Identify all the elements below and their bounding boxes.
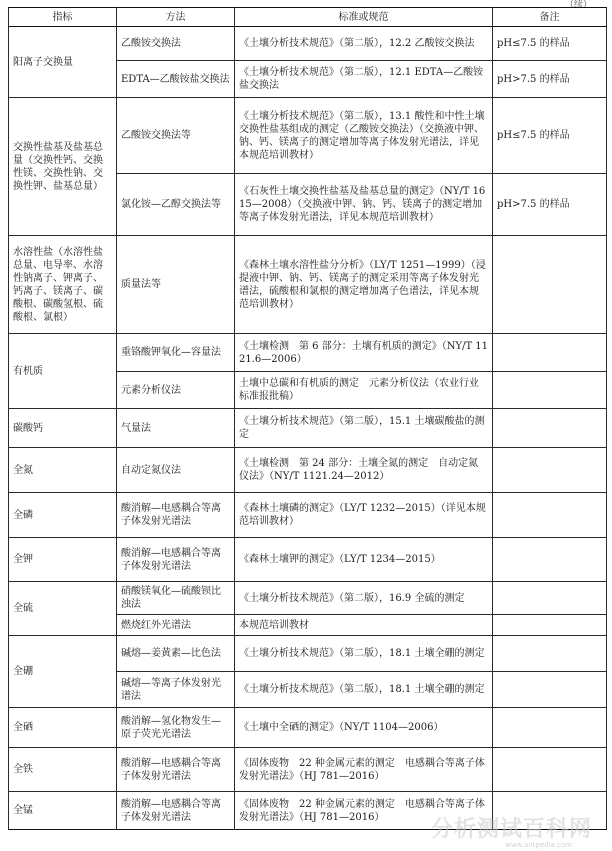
method-cell: 氯化铵—乙醇交换法等 bbox=[117, 174, 235, 236]
note-cell bbox=[493, 538, 607, 582]
note-cell bbox=[493, 448, 607, 493]
soil-analysis-methods-table bbox=[8, 7, 607, 830]
method-cell: 酸消解—电感耦合等离子体发射光谱法 bbox=[117, 748, 235, 792]
table-row bbox=[9, 236, 607, 334]
table-row bbox=[9, 98, 607, 174]
method-cell: EDTA—乙酸铵盐交换法 bbox=[117, 61, 235, 98]
indicator-cell: 有机质 bbox=[9, 334, 117, 409]
note-cell bbox=[493, 672, 607, 708]
method-cell: 乙酸铵交换法 bbox=[117, 27, 235, 61]
indicator-cell: 交换性盐基及盐基总量（交换性钙、交换性镁、交换性钠、交换性钾、盐基总量） bbox=[9, 98, 117, 236]
table-row bbox=[9, 334, 607, 372]
standard-cell: 《土壤分析技术规范》（第二版），18.1 土壤全硼的测定 bbox=[235, 672, 493, 708]
standard-cell: 《固体废物 22 种金属元素的测定 电感耦合等离子体发射光谱法》（HJ 781—2016） bbox=[235, 792, 493, 830]
method-cell: 气量法 bbox=[117, 409, 235, 448]
standard-cell: 《土壤检测 第 6 部分：土壤有机质的测定》（NY/T 1121.6—2006） bbox=[235, 334, 493, 372]
indicator-cell: 水溶性盐（水溶性盐总量、电导率、水溶性钠离子、钾离子、钙离子、镁离子、碳酸根、碳酸氢根、硫酸根、氯根） bbox=[9, 236, 117, 334]
table-row bbox=[9, 493, 607, 538]
standard-cell: 《土壤分析技术规范》（第二版），15.1 土壤碳酸盐的测定 bbox=[235, 409, 493, 448]
method-cell: 酸消解—电感耦合等离子体发射光谱法 bbox=[117, 493, 235, 538]
note-cell bbox=[493, 493, 607, 538]
standard-cell: 《森林土壤水溶性盐分分析》（LY/T 1251—1999）（浸提液中钾、钠、钙、镁离子的测定采用等离子体发射光谱法，硫酸根和氯根的测定增加离子色谱法，详见本规范培训教材） bbox=[235, 236, 493, 334]
indicator-cell: 全磷 bbox=[9, 493, 117, 538]
table-row bbox=[9, 409, 607, 448]
standard-cell: 本规范培训教材 bbox=[235, 615, 493, 636]
continued-note: （续） bbox=[564, 0, 592, 10]
method-cell: 元素分析仪法 bbox=[117, 372, 235, 409]
table-row bbox=[9, 582, 607, 615]
note-cell bbox=[493, 615, 607, 636]
indicator-cell: 全钾 bbox=[9, 538, 117, 582]
note-cell: pH≤7.5 的样品 bbox=[493, 27, 607, 61]
standard-cell: 《土壤分析技术规范》（第二版），16.9 全硫的测定 bbox=[235, 582, 493, 615]
header-row bbox=[9, 8, 607, 27]
standard-cell: 《土壤分析技术规范》（第二版），12.1 EDTA—乙酸铵盐交换法 bbox=[235, 61, 493, 98]
method-cell: 燃烧红外光谱法 bbox=[117, 615, 235, 636]
method-cell: 酸消解—氢化物发生—原子荧光光谱法 bbox=[117, 708, 235, 748]
note-cell: pH>7.5 的样品 bbox=[493, 174, 607, 236]
standard-cell: 《土壤检测 第 24 部分：土壤全氮的测定 自动定氮仪法》（NY/T 1121.24—2012） bbox=[235, 448, 493, 493]
note-cell: pH≤7.5 的样品 bbox=[493, 98, 607, 174]
table-row bbox=[9, 636, 607, 672]
table-row bbox=[9, 708, 607, 748]
standard-cell: 《土壤分析技术规范》（第二版），13.1 酸性和中性土壤交换性盐基组成的测定（乙酸铵交换法）（交换液中钾、钠、钙、镁离子的测定增加等离子体发射光谱法，详见本规范培训教材） bbox=[235, 98, 493, 174]
standard-cell: 《石灰性土壤交换性盐基及盐基总量的测定》（NY/T 1615—2008）（交换液中钾、钠、钙、镁离子的测定增加等离子体发射光谱法，详见本规范培训教材） bbox=[235, 174, 493, 236]
header-note: 备注 bbox=[493, 8, 607, 27]
note-cell bbox=[493, 236, 607, 334]
indicator-cell: 阳离子交换量 bbox=[9, 27, 117, 98]
note-cell bbox=[493, 748, 607, 792]
document-page bbox=[8, 0, 606, 851]
indicator-cell: 全硼 bbox=[9, 636, 117, 708]
method-cell: 酸消解—电感耦合等离子体发射光谱法 bbox=[117, 538, 235, 582]
header-indicator: 指标 bbox=[9, 8, 117, 27]
standard-cell: 《森林土壤磷的测定》（LY/T 1232—2015）（详见本规范培训教材） bbox=[235, 493, 493, 538]
note-cell bbox=[493, 582, 607, 615]
watermark-url: www.antpedia.com bbox=[505, 841, 572, 849]
standard-cell: 土壤中总碳和有机质的测定 元素分析仪法（农业行业标准报批稿） bbox=[235, 372, 493, 409]
table-row bbox=[9, 748, 607, 792]
note-cell bbox=[493, 636, 607, 672]
header-standard: 标准或规范 bbox=[235, 8, 493, 27]
standard-cell: 《土壤分析技术规范》（第二版），12.2 乙酸铵交换法 bbox=[235, 27, 493, 61]
note-cell bbox=[493, 708, 607, 748]
method-cell: 硝酸镁氧化—硫酸钡比浊法 bbox=[117, 582, 235, 615]
indicator-cell: 全硫 bbox=[9, 582, 117, 636]
note-cell bbox=[493, 334, 607, 372]
method-cell: 酸消解—电感耦合等离子体发射光谱法 bbox=[117, 792, 235, 830]
indicator-cell: 碳酸钙 bbox=[9, 409, 117, 448]
indicator-cell: 全硒 bbox=[9, 708, 117, 748]
table-row bbox=[9, 538, 607, 582]
method-cell: 自动定氮仪法 bbox=[117, 448, 235, 493]
method-cell: 重铬酸钾氧化—容量法 bbox=[117, 334, 235, 372]
header-method: 方法 bbox=[117, 8, 235, 27]
note-cell: pH>7.5 的样品 bbox=[493, 61, 607, 98]
indicator-cell: 全锰 bbox=[9, 792, 117, 830]
note-cell bbox=[493, 372, 607, 409]
table-row bbox=[9, 448, 607, 493]
indicator-cell: 全铁 bbox=[9, 748, 117, 792]
method-cell: 乙酸铵交换法等 bbox=[117, 98, 235, 174]
indicator-cell: 全氮 bbox=[9, 448, 117, 493]
table-row bbox=[9, 27, 607, 61]
watermark-logo: 分析测试百科网 bbox=[430, 817, 592, 842]
standard-cell: 《土壤中全硒的测定》（NY/T 1104—2006） bbox=[235, 708, 493, 748]
note-cell bbox=[493, 409, 607, 448]
standard-cell: 《固体废物 22 种金属元素的测定 电感耦合等离子体发射光谱法》（HJ 781—2016） bbox=[235, 748, 493, 792]
method-cell: 碱熔—等离子体发射光谱法 bbox=[117, 672, 235, 708]
standard-cell: 《森林土壤钾的测定》（LY/T 1234—2015） bbox=[235, 538, 493, 582]
standard-cell: 《土壤分析技术规范》（第二版），18.1 土壤全硼的测定 bbox=[235, 636, 493, 672]
method-cell: 质量法等 bbox=[117, 236, 235, 334]
method-cell: 碱熔—姜黄素—比色法 bbox=[117, 636, 235, 672]
